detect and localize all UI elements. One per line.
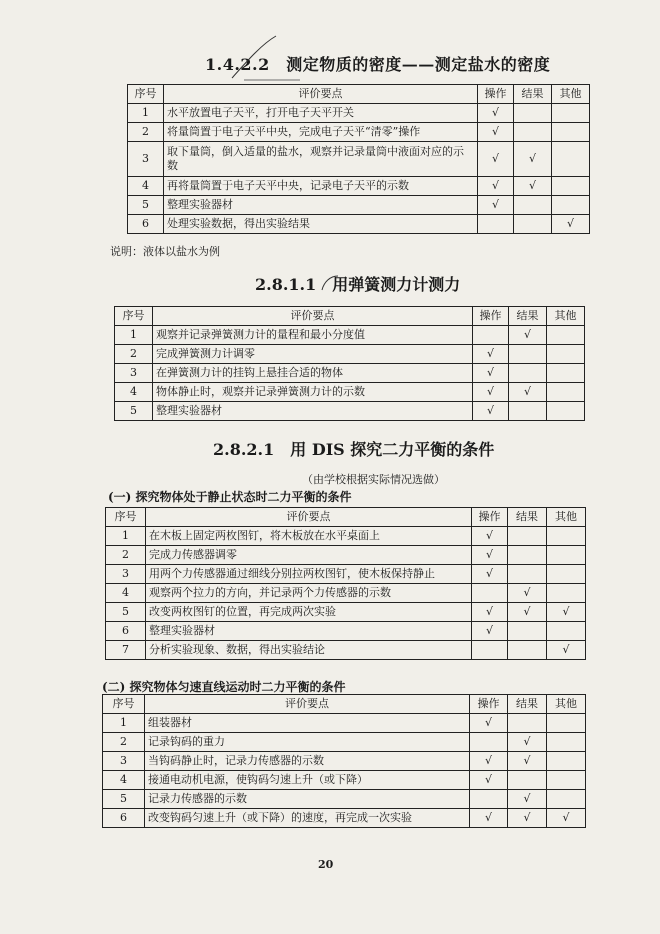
header-op: 操作 [470,695,508,714]
section3-subtitle: （由学校根据实际情况选做） [302,473,445,486]
row-number: 3 [115,364,153,383]
row-number: 1 [106,527,146,546]
row-number: 2 [106,546,146,565]
header-no: 序号 [106,508,146,527]
section3-title: 2.8.2.1 用 DIS 探究二力平衡的条件 [213,440,495,459]
row-text: 取下量筒，倒入适量的盐水，观察并记录量筒中液面对应的示数 [164,142,478,177]
op-check: √ [472,546,508,565]
header-no: 序号 [128,85,164,104]
row-text: 改变钩码匀速上升（或下降）的速度，再完成一次实验 [145,809,470,828]
row-text: 物体静止时，观察并记录弹簧测力计的示数 [153,383,473,402]
op-check: √ [473,402,509,421]
header-res: 结果 [514,85,552,104]
other-check: √ [552,215,590,234]
row-number: 2 [115,345,153,364]
header-res: 结果 [509,307,547,326]
row-text: 记录力传感器的示数 [145,790,470,809]
header-point: 评价要点 [146,508,472,527]
other-check: √ [547,641,586,660]
result-check: √ [509,326,547,345]
row-text: 水平放置电子天平，打开电子天平开关 [164,104,478,123]
result-check: √ [514,142,552,177]
row-text: 用两个力传感器通过细线分别拉两枚图钉，使木板保持静止 [146,565,472,584]
row-number: 5 [103,790,145,809]
result-check: √ [508,752,547,771]
row-text: 组装器材 [145,714,470,733]
header-op: 操作 [473,307,509,326]
header-op: 操作 [472,508,508,527]
header-point: 评价要点 [145,695,470,714]
row-number: 4 [106,584,146,603]
row-text: 接通电动机电源，使钩码匀速上升（或下降） [145,771,470,790]
header-res: 结果 [508,695,547,714]
row-number: 3 [103,752,145,771]
row-text: 在弹簧测力计的挂钩上悬挂合适的物体 [153,364,473,383]
part1-heading: (一) 探究物体处于静止状态时二力平衡的条件 [108,490,352,504]
result-check: √ [508,603,547,622]
row-text: 整理实验器材 [153,402,473,421]
section2-title: 2.8.1.1 用弹簧测力计测力 [255,275,461,294]
result-check: √ [514,177,552,196]
header-other: 其他 [552,85,590,104]
result-check: √ [508,790,547,809]
row-text: 完成弹簧测力计调零 [153,345,473,364]
row-text: 分析实验现象、数据，得出实验结论 [146,641,472,660]
pen-stroke-mark [232,36,276,78]
header-no: 序号 [115,307,153,326]
row-text: 将量筒置于电子天平中央，完成电子天平“清零”操作 [164,123,478,142]
header-point: 评价要点 [153,307,473,326]
row-number: 3 [128,142,164,177]
op-check: √ [473,364,509,383]
op-check: √ [470,771,508,790]
other-check: √ [547,603,586,622]
op-check: √ [478,196,514,215]
op-check: √ [472,603,508,622]
row-number: 1 [128,104,164,123]
op-check: √ [472,565,508,584]
result-check: √ [509,383,547,402]
row-number: 7 [106,641,146,660]
op-check: √ [470,809,508,828]
result-check: √ [508,584,547,603]
row-text: 记录钩码的重力 [145,733,470,752]
section1-title: 1.4.2.2 测定物质的密度——测定盐水的密度 [205,55,551,74]
op-check: √ [470,752,508,771]
row-number: 6 [106,622,146,641]
header-other: 其他 [547,695,586,714]
op-check: √ [478,142,514,177]
other-check: √ [547,809,586,828]
row-text: 观察并记录弹簧测力计的量程和最小分度值 [153,326,473,345]
result-check: √ [508,733,547,752]
op-check: √ [472,622,508,641]
part2-heading: (二) 探究物体匀速直线运动时二力平衡的条件 [102,680,346,694]
row-number: 6 [103,809,145,828]
row-text: 整理实验器材 [146,622,472,641]
row-number: 5 [128,196,164,215]
pen-stroke-mark [322,276,338,290]
page-number: 20 [318,858,334,871]
op-check: √ [478,177,514,196]
header-other: 其他 [547,307,585,326]
row-text: 当钩码静止时，记录力传感器的示数 [145,752,470,771]
op-check: √ [472,527,508,546]
result-check: √ [508,809,547,828]
row-number: 2 [103,733,145,752]
row-number: 1 [115,326,153,345]
header-point: 评价要点 [164,85,478,104]
op-check: √ [478,104,514,123]
row-text: 处理实验数据，得出实验结果 [164,215,478,234]
section1-note: 说明：液体以盐水为例 [110,245,220,258]
row-number: 3 [106,565,146,584]
op-check: √ [478,123,514,142]
row-text: 改变两枚图钉的位置，再完成两次实验 [146,603,472,622]
row-number: 4 [128,177,164,196]
op-check: √ [470,714,508,733]
row-text: 整理实验器材 [164,196,478,215]
row-text: 观察两个拉力的方向，并记录两个力传感器的示数 [146,584,472,603]
row-number: 6 [128,215,164,234]
row-number: 5 [106,603,146,622]
header-op: 操作 [478,85,514,104]
op-check: √ [473,383,509,402]
row-number: 1 [103,714,145,733]
header-no: 序号 [103,695,145,714]
row-text: 在木板上固定两枚图钉，将木板放在水平桌面上 [146,527,472,546]
row-text: 再将量筒置于电子天平中央，记录电子天平的示数 [164,177,478,196]
row-number: 5 [115,402,153,421]
header-other: 其他 [547,508,586,527]
op-check: √ [473,345,509,364]
row-number: 2 [128,123,164,142]
row-number: 4 [115,383,153,402]
row-number: 4 [103,771,145,790]
header-res: 结果 [508,508,547,527]
row-text: 完成力传感器调零 [146,546,472,565]
